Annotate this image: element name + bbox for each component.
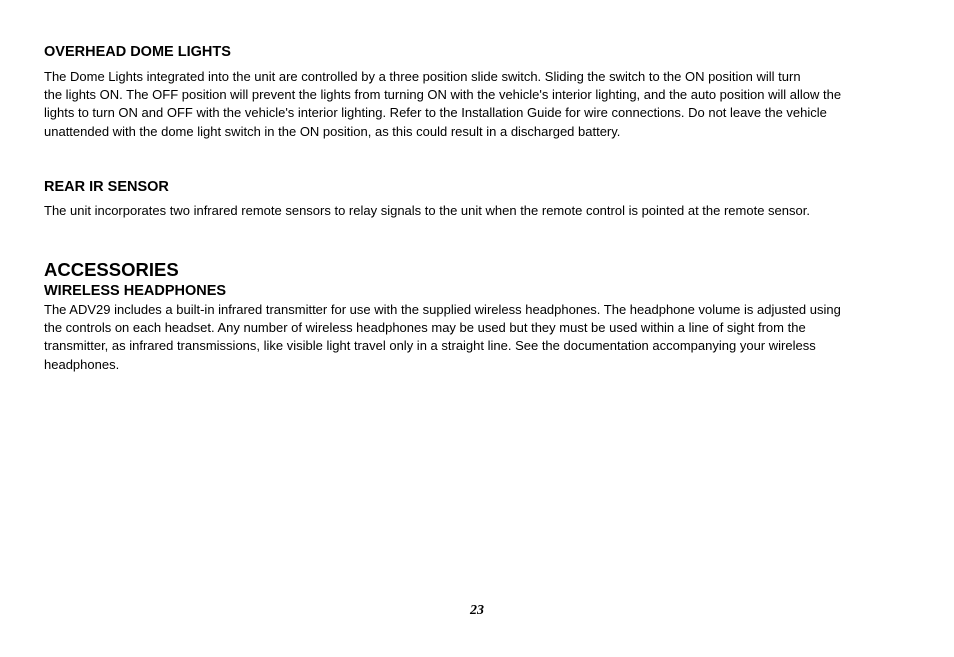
paragraph-line: headphones. [44, 356, 120, 372]
wireless-headphones-paragraph [44, 301, 912, 374]
overhead-dome-lights-heading: OVERHEAD DOME LIGHTS [44, 44, 231, 60]
rear-ir-sensor-heading: REAR IR SENSOR [44, 179, 169, 195]
paragraph-line: the controls on each headset. Any number of wireless headphones may be used but they must be used within a line of sight from the [44, 320, 806, 336]
page-number: 23 [470, 603, 484, 618]
paragraph-line: the lights ON. The OFF position will prevent the lights from turning ON with the vehicle's interior lighting, and the auto position will allow the [44, 87, 842, 103]
paragraph-line: The unit incorporates two infrared remote sensors to relay signals to the unit when the remote control is pointed at the remote sensor. [44, 203, 810, 218]
paragraph-line: lights to turn ON and OFF with the vehicle's interior lighting. Refer to the Installation Guide for wire connections. Do not leave the vehicle [44, 105, 827, 121]
wireless-headphones-heading: WIRELESS HEADPHONES [44, 283, 227, 299]
paragraph-line: unattended with the dome light switch in the ON position, as this could result in a discharged battery. [44, 123, 621, 139]
rear-ir-sensor-paragraph [44, 202, 912, 220]
paragraph-line: The ADV29 includes a built-in infrared transmitter for use with the supplied wireless headphones. The headphone volume is adjusted using [44, 302, 841, 317]
paragraph-line: transmitter, as infrared transmissions, like visible light travel only in a straight line. See the documentation accompanying your wireless [44, 338, 816, 354]
overhead-dome-lights-paragraph [44, 68, 912, 141]
paragraph-line: The Dome Lights integrated into the unit are controlled by a three position slide switch. Sliding the switch to the ON position will turn [44, 69, 801, 84]
accessories-heading: ACCESSORIES [44, 259, 179, 280]
